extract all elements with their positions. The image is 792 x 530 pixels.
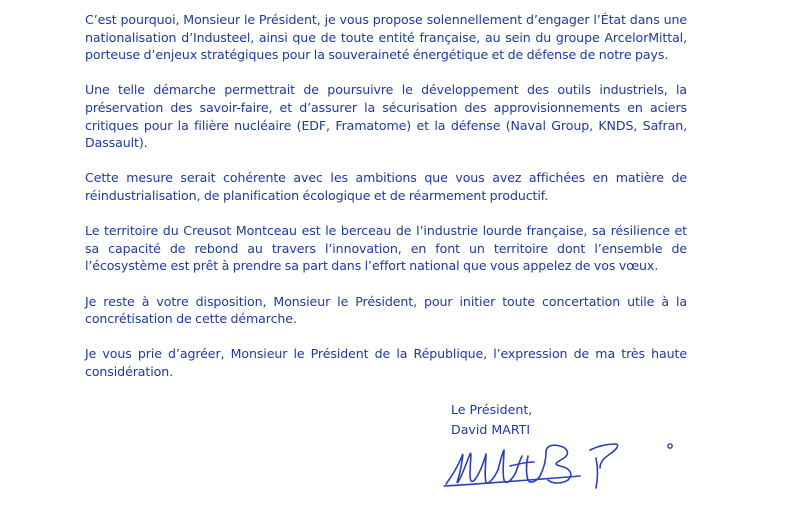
paragraph-territoire: Le territoire du Creusot Montceau est le berceau de l’industrie lourde française, sa résilience et sa capacité de rebond au travers l’innovation, en font un territoire dont l’ensemble de l’écosystème est prêt à prendre sa part dans l’effort national que vous appelez de vos vœux.: [85, 223, 687, 274]
letter-body: [85, 11, 687, 398]
handwritten-signature-icon: [440, 428, 700, 530]
paragraph-demarche: Une telle démarche permettrait de poursuivre le développement des outils industriels, la préservation des savoir-faire, et d’assurer la sécurisation des approvisionnements en aciers critiques pour la filière nucléaire (EDF, Framatome) et la défense (Naval Group, KNDS, Safran, Dassault).: [85, 82, 687, 151]
signatory-title: Le Président,: [451, 402, 533, 417]
paragraph-mesure: Cette mesure serait cohérente avec les ambitions que vous avez affichées en matière de réindustrialisation, de planification écologique et de réarmement productif.: [85, 170, 687, 203]
paragraph-salutation: Je vous prie d’agréer, Monsieur le Président de la République, l’expression de ma très haute considération.: [85, 346, 687, 379]
signatory-name: David MARTI: [451, 422, 531, 437]
paragraph-nationalisation: C’est pourquoi, Monsieur le Président, je vous propose solennellement d’engager l’État dans une nationalisation d’Industeel, ainsi que de toute entité française, au sein du groupe ArcelorMittal, porteuse d’enjeux stratégiques pour la souveraineté énergétique et de défense de notre pays.: [85, 12, 687, 63]
paragraph-disposition: Je reste à votre disposition, Monsieur le Président, pour initier toute concertation utile à la concrétisation de cette démarche.: [85, 293, 687, 327]
